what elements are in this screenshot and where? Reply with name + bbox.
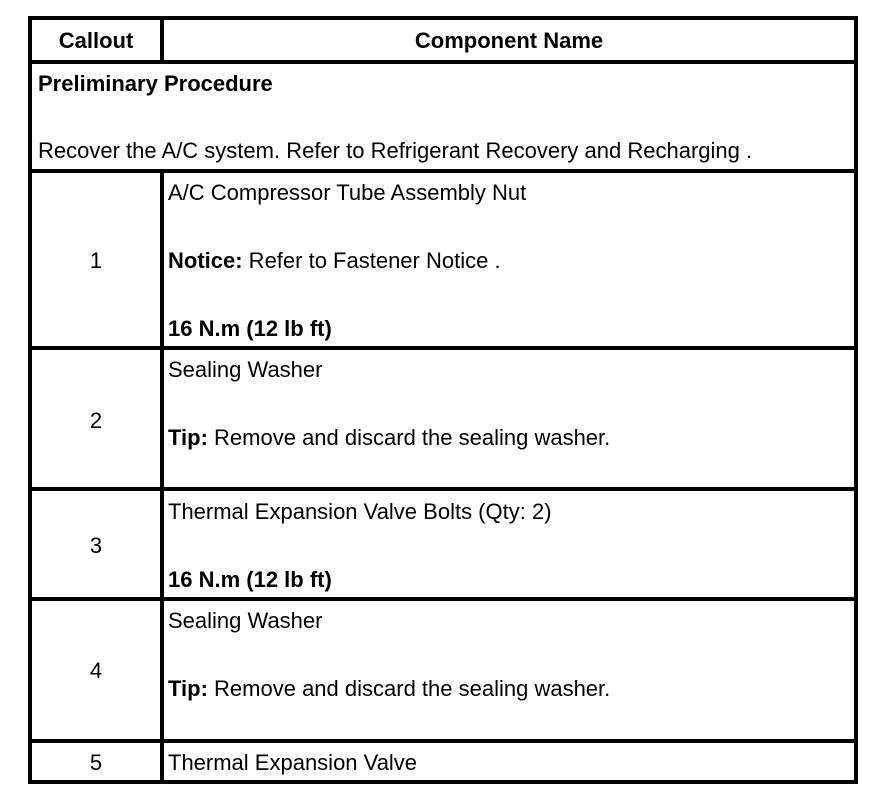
- row-3-torque: 16 N.m (12 lb ft): [168, 567, 332, 592]
- tip-text: Remove and discard the sealing washer.: [207, 425, 611, 450]
- header-component-name: Component Name: [414, 28, 604, 53]
- row-1-notice: [168, 248, 501, 274]
- table-rule: [32, 597, 854, 601]
- row-4-tip: [168, 676, 610, 702]
- table-rule: [32, 346, 854, 350]
- row-1-name: A/C Compressor Tube Assembly Nut: [168, 180, 527, 205]
- preliminary-title: Preliminary Procedure: [38, 71, 273, 96]
- header-callout: Callout: [58, 28, 134, 53]
- procedure-table: [28, 16, 858, 784]
- preliminary-text: Recover the A/C system. Refer to Refrigerant Recovery and Recharging .: [38, 138, 753, 163]
- notice-label: Notice:: [168, 248, 243, 273]
- row-2-callout: 2: [89, 408, 103, 433]
- table-rule: [32, 169, 854, 173]
- table-rule: [32, 487, 854, 491]
- tip-text: Remove and discard the sealing washer.: [207, 676, 611, 701]
- row-1-torque: 16 N.m (12 lb ft): [168, 316, 332, 341]
- row-3-callout: 3: [89, 533, 103, 558]
- table-rule: [32, 60, 854, 64]
- row-4-name: Sealing Washer: [168, 608, 323, 633]
- column-divider: [160, 169, 164, 784]
- row-5-callout: 5: [89, 750, 103, 775]
- notice-text: Refer to Fastener Notice .: [242, 248, 501, 273]
- row-1-callout: 1: [89, 248, 103, 273]
- row-3-name: Thermal Expansion Valve Bolts (Qty: 2): [168, 499, 552, 524]
- row-2-tip: [168, 425, 610, 451]
- table-rule: [32, 739, 854, 743]
- tip-label: Tip:: [168, 676, 208, 701]
- row-4-callout: 4: [89, 658, 103, 683]
- row-5-name: Thermal Expansion Valve: [168, 750, 418, 775]
- tip-label: Tip:: [168, 425, 208, 450]
- row-2-name: Sealing Washer: [168, 357, 323, 382]
